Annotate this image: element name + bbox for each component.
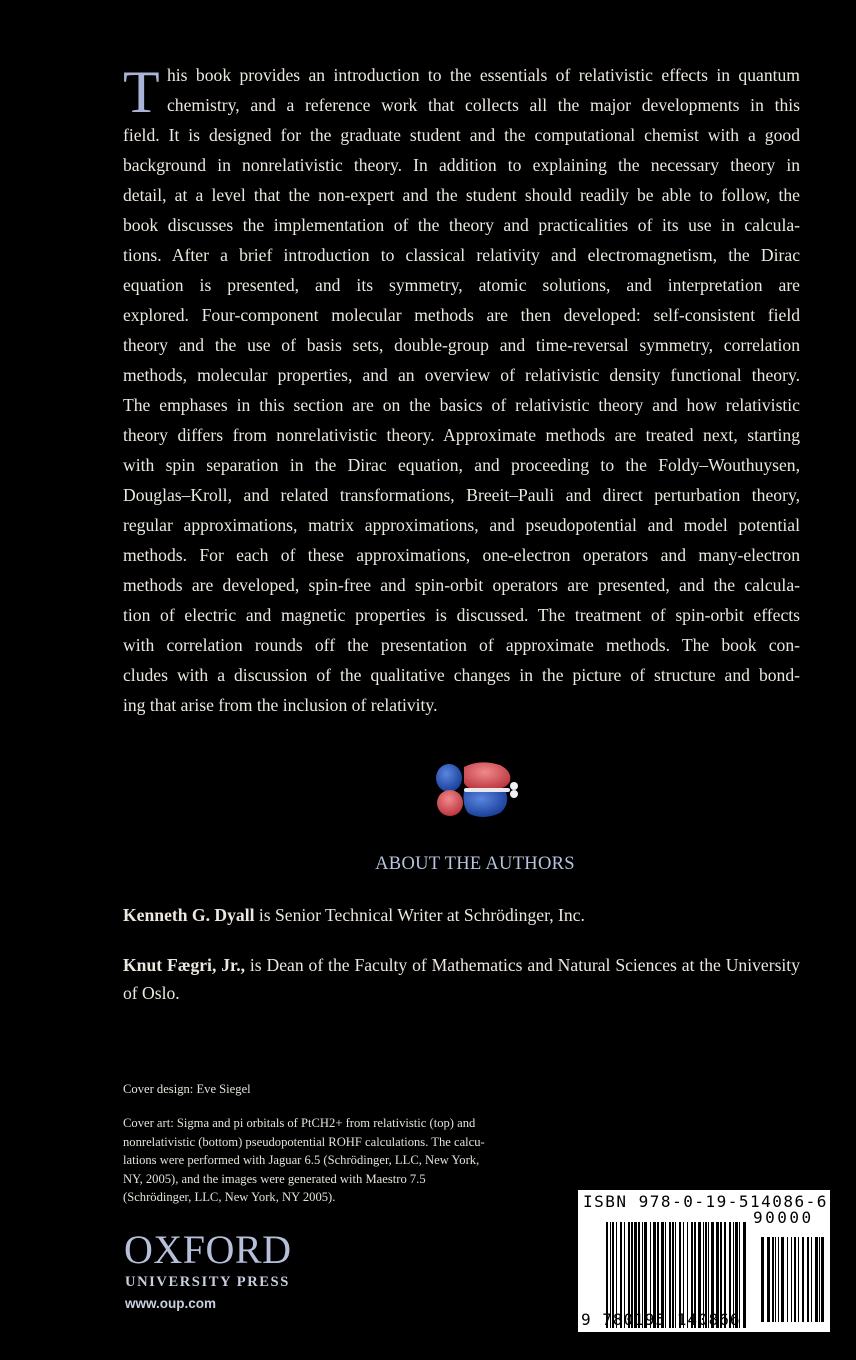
blurb-line: background in nonrelativistic theory. In addition to explaining the necessary theory in bbox=[123, 155, 800, 175]
blurb-line: chemistry, and a reference work that collects all the major developments in this bbox=[167, 95, 800, 115]
orbital-illustration bbox=[430, 755, 530, 825]
isbn-barcode bbox=[578, 1190, 830, 1332]
blurb-line: with spin separation in the Dirac equation, and proceeding to the Foldy–Wouthuysen, bbox=[123, 455, 800, 475]
ean-digits: 9 780195 140866 bbox=[581, 1310, 741, 1329]
blurb-line: tions. After a brief introduction to classical relativity and electromagnetism, the Dirac bbox=[123, 245, 800, 265]
hydrogen-atom bbox=[510, 782, 518, 790]
back-cover-blurb bbox=[123, 60, 800, 720]
credit-line: lations were performed with Jaguar 6.5 (Schrödinger, LLC, New York, bbox=[123, 1153, 480, 1167]
blurb-line: Douglas–Kroll, and related transformations, Breeit–Pauli and direct perturbation theory, bbox=[123, 485, 800, 505]
orbital-lobe bbox=[464, 762, 510, 790]
author-name: Kenneth G. Dyall bbox=[123, 905, 255, 925]
blurb-line: theory and the use of basis sets, double-group and time-reversal symmetry, correlation bbox=[123, 335, 800, 355]
author-name: Knut Fægri, Jr., bbox=[123, 955, 246, 975]
credit-line: (Schrödinger, LLC, New York, NY 2005). bbox=[123, 1190, 336, 1204]
blurb-line: regular approximations, matrix approximations, and pseudopotential and model potential bbox=[123, 515, 800, 535]
credit-line: Cover art: Sigma and pi orbitals of PtCH2+ from relativistic (top) and bbox=[123, 1116, 476, 1130]
barcode-bar bbox=[781, 1237, 784, 1322]
blurb-line: tion of electric and magnetic properties is discussed. The treatment of spin-orbit effects bbox=[123, 605, 800, 625]
barcode-bar bbox=[743, 1222, 746, 1328]
author-description: is Senior Technical Writer at Schrödinger, Inc. bbox=[254, 905, 585, 925]
bond-rod bbox=[464, 788, 510, 792]
blurb-line: equation is presented, and its symmetry, atomic solutions, and interpretation are bbox=[123, 275, 800, 295]
blurb-line: explored. Four-component molecular methods are then developed: self-consistent field bbox=[123, 305, 800, 325]
credit-line: NY, 2005), and the images were generated with Maestro 7.5 bbox=[123, 1171, 426, 1186]
barcode-bar bbox=[811, 1237, 812, 1322]
blurb-line: his book provides an introduction to the essentials of relativistic effects in quantum bbox=[167, 65, 800, 85]
drop-cap: T bbox=[123, 59, 160, 125]
blurb-line: methods are developed, spin-free and spin-orbit operators are presented, and the calcula- bbox=[123, 575, 800, 595]
orbital-lobe bbox=[437, 790, 463, 816]
barcode-bar bbox=[767, 1237, 770, 1322]
price-addon-text: 90000 bbox=[753, 1208, 814, 1227]
publisher-logo: OXFORD bbox=[124, 1227, 292, 1272]
barcode-bar bbox=[794, 1237, 796, 1322]
barcode-bar bbox=[807, 1237, 809, 1322]
author-description: is Dean of the Faculty of Mathematics and Natural Sciences at the University of Oslo. bbox=[123, 955, 800, 1003]
cover-design-credit: Cover design: Eve Siegel bbox=[123, 1082, 251, 1096]
isbn-text: ISBN 978-0-19-514086-6 bbox=[583, 1192, 828, 1211]
blurb-line: ing that arise from the inclusion of relativity. bbox=[123, 695, 438, 715]
blurb-line: with correlation rounds off the presentation of approximate methods. The book con- bbox=[123, 635, 800, 655]
publisher-subtitle: UNIVERSITY PRESS bbox=[125, 1274, 290, 1290]
cover-art-credit bbox=[123, 1114, 485, 1207]
blurb-line: The emphases in this section are on the basics of relativistic theory and how relativistic bbox=[123, 395, 800, 415]
hydrogen-atom bbox=[510, 790, 518, 798]
barcode-bar bbox=[791, 1237, 792, 1322]
author-bio bbox=[123, 951, 800, 1007]
barcode-bar bbox=[802, 1237, 804, 1322]
barcode-bar bbox=[778, 1237, 779, 1322]
blurb-line: detail, at a level that the non-expert and the student should readily be able to follow, the bbox=[123, 185, 800, 205]
blurb-line: theory differs from nonrelativistic theory. Approximate methods are treated next, starting bbox=[123, 425, 800, 445]
about-authors-heading: ABOUT THE AUTHORS bbox=[375, 854, 575, 874]
blurb-line: methods. For each of these approximations, one-electron operators and many-electron bbox=[123, 545, 800, 565]
orbital-lobe bbox=[464, 789, 508, 817]
blurb-line: field. It is designed for the graduate student and the computational chemist with a good bbox=[123, 125, 800, 145]
barcode-bar bbox=[798, 1237, 799, 1322]
barcode-bar bbox=[821, 1237, 824, 1322]
blurb-line: methods, molecular properties, and an overview of relativistic density functional theory. bbox=[123, 365, 800, 385]
barcode-bar bbox=[761, 1237, 764, 1322]
barcode-bar bbox=[775, 1237, 776, 1322]
barcode-bar bbox=[815, 1237, 818, 1322]
barcode-bar bbox=[787, 1237, 788, 1322]
orbital-lobe bbox=[436, 764, 462, 792]
publisher-url: www.oup.com bbox=[125, 1296, 216, 1311]
credit-line: nonrelativistic (bottom) pseudopotential ROHF calculations. The calcu- bbox=[123, 1134, 485, 1149]
blurb-line: book discusses the implementation of the theory and practicalities of its use in calcula- bbox=[123, 215, 800, 235]
barcode-bar bbox=[819, 1237, 820, 1322]
barcode-bar bbox=[772, 1237, 774, 1322]
blurb-line: cludes with a discussion of the qualitative changes in the picture of structure and bond- bbox=[123, 665, 800, 685]
author-bio bbox=[123, 901, 800, 929]
